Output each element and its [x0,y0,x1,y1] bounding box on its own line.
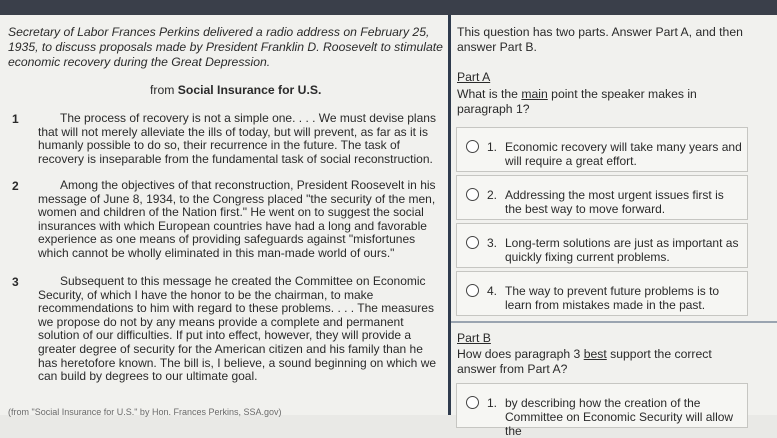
radio-button[interactable] [466,236,479,249]
radio-button[interactable] [466,284,479,297]
option-number: 1. [487,396,498,410]
question-panel [451,15,777,438]
part-b-question [457,347,747,376]
paragraph-number-3: 3 [12,275,19,289]
part-b-q-emphasis: best [583,347,607,361]
part-a-q-emphasis: main [521,87,548,101]
part-b-label: Part B [457,331,491,345]
source-title: Social Insurance for U.S. [177,83,322,97]
option-text: The way to prevent future problems is to learn from mistakes made in the past. [505,284,720,312]
option-number: 3. [487,236,498,250]
paragraph-number-1: 1 [12,112,19,126]
option-number: 4. [487,284,498,298]
part-b-q-after: support the correct answer from Part A? [457,347,712,376]
passage-source [150,83,321,97]
passage-footer: (from "Social Insurance for U.S." by Hon. Frances Perkins, SSA.gov) [8,407,282,417]
question-intro: This question has two parts. Answer Part A, and then answer Part B. [457,25,743,54]
option-text: by describing how the creation of the Committee on Economic Security will allow the [505,396,734,438]
passage-intro: Secretary of Labor Frances Perkins delivered a radio address on February 25, 1935, to discuss proposals made by President Franklin D. Roosevelt to stimulate economic recovery during the Great Depression. [8,25,443,69]
paragraph-2 [38,179,438,261]
part-a-label: Part A [457,70,491,84]
part-a-question [457,87,747,116]
paragraph-3 [38,275,438,384]
option-text: Economic recovery will take many years and will require a great effort. [505,140,742,168]
part-a-option-2[interactable] [456,175,748,220]
option-number: 2. [487,188,498,202]
paragraph-1 [38,112,438,166]
part-a-option-1[interactable] [456,127,748,172]
top-bar [0,0,777,15]
paragraph-2-text: Among the objectives of that reconstruction, President Roosevelt in his message of June 8, 1934, to the Congress placed "the security of the men, women and children of the Nation first." He went on to suggest the social insurances with which European countries have had a long and favorable experience as one means of providing safeguards against "misfortunes which cannot be wholly eliminated in this man-made world of ours." [38,178,436,260]
radio-button[interactable] [466,396,479,409]
part-a-q-after: point the speaker makes in paragraph 1? [457,87,697,116]
option-number: 1. [487,140,498,154]
part-a-option-3[interactable] [456,223,748,268]
option-text: Addressing the most urgent issues first is the best way to move forward. [505,188,724,216]
option-text: Long-term solutions are just as important as quickly fixing current problems. [505,236,739,264]
part-separator [451,321,777,323]
paragraph-3-text: Subsequent to this message he created the Committee on Economic Security, of which I have the honor to be the chairman, to make recommendations to him with regard to these problems. . . . The measures we propose do not by any means provide a complete and permanent solution of our difficulties. If put into effect, however, they will provide a greater degree of security for the American citizen and his family than he has heretofore known. The bill is, I believe, a sound beginning on which we can build by degrees to our ultimate goal. [38,274,437,384]
part-b-q-before: How does paragraph 3 [457,347,584,361]
paragraph-number-2: 2 [12,179,19,193]
passage-panel [0,15,448,415]
part-a-option-4[interactable] [456,271,748,316]
part-a-q-before: What is the [457,87,522,101]
part-b-option-1[interactable] [456,383,748,438]
source-prefix: from [150,83,175,97]
paragraph-1-text: The process of recovery is not a simple one. . . . We must devise plans that will not merely alleviate the ills of today, but will prevent, as far as it is humanly possible to do so, their recurrence in the future. The task of recovery is inseparable from the fundamental task of social reconstruction. [38,111,436,166]
radio-button[interactable] [466,188,479,201]
radio-button[interactable] [466,140,479,153]
